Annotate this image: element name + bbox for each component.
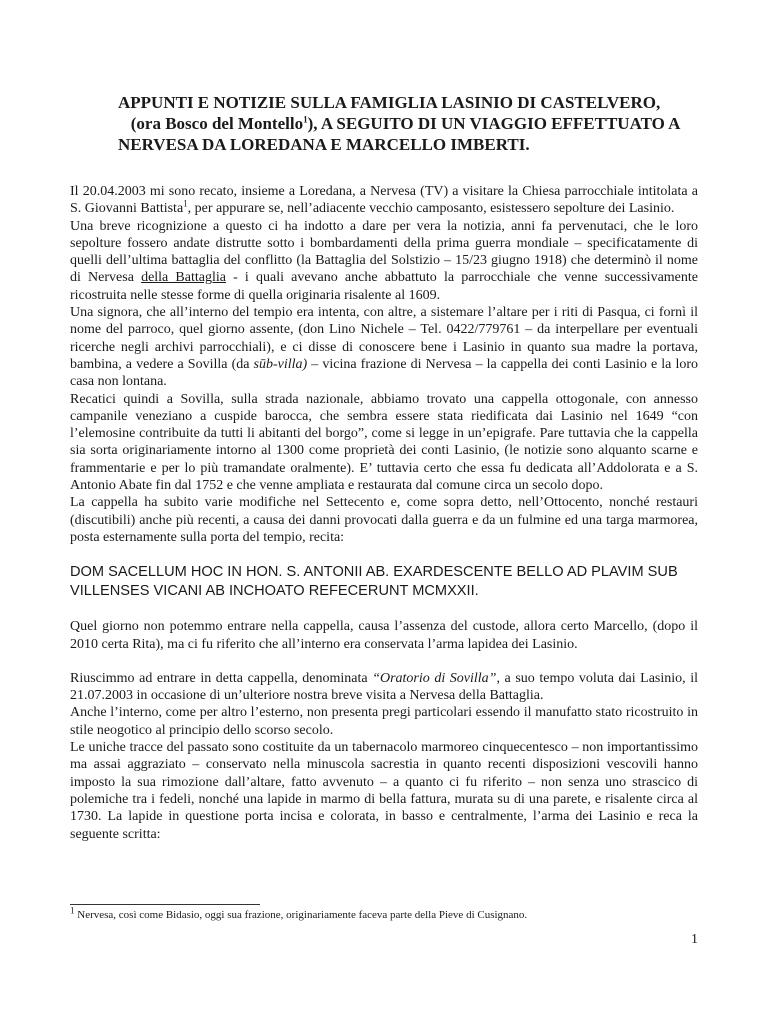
title-line-2 [118,113,681,134]
paragraph-1 [70,183,698,218]
paragraph-3 [70,304,698,390]
footnote-text: Nervesa, così come Bidasio, oggi sua frazione, originariamente faceva parte della Pieve di Cusignano. [74,909,528,921]
paragraph-7-text-b: , a suo tempo voluta dai Lasinio, il 21.07.2003 in occasione di un’ulteriore nostra breve visita a Nervesa della Battaglia. [70,670,698,704]
document-title [118,92,681,155]
paragraph-4: Recatici quindi a Sovilla, sulla strada nazionale, abbiamo trovato una cappella ottogonale, con annesso campanile veneziano a cuspide barocca, che sembra essere stata riedificata dai Lasinio nel 1649 “con l’elemosine contribuite da tutti li abitanti del borgo”, come si legge in un’epigrafe. Pare tuttavia che la cappella sia sorta originariamente intorno al 1300 come proprietà dei conti Lasinio, (le notizie sono alquanto scarne e frammentarie e per lo più tramandate oralmente). E’ tuttavia certo che essa fu dedicata all’Addolorata e a S. Antonio Abate fin dal 1752 e che venne ampliata e restaurata dal comune circa un secolo dopo. [70,391,698,494]
paragraph-3-text-a: Una signora, che all’interno del tempio era intenta, con altre, a sistemare l’altare per i riti di Pasqua, ci fornì il nome del parroco, quel giorno assente, (don Lino Nichele – Tel. 0422/779761 – da interpellare per eventuali ricerche negli archivi parrocchiali), e ci disse di conoscere bene i Lasinio in quanto sua madre la portava, bambina, a vedere a Sovilla (da [70,305,698,372]
italic-phrase: sūb-villa) [253,356,308,372]
title-line-3 [118,134,678,155]
paragraph-3-text-b: – vicina frazione di Nervesa – la cappella dei conti Lasinio e la loro casa non lontana. [70,356,699,390]
paragraph-2-text-a: Una breve ricognizione a questo ci ha indotto a dare per vera la notizia, anni fa pervenutaci, che le loro sepolture fossero andate distrutte sotto i bombardamenti della prima guerra mondiale – specificatamente di quelli dell’ultima battaglia del conflitto (la Battaglia del Solstizio – 15/23 giugno 1918) che determinò il nome di Nervesa [70,218,698,286]
title-line-3-text: NERVESA DA LOREDANA E MARCELLO IMBERTI. [118,135,530,154]
paragraph-9: Le uniche tracce del passato sono costituite da un tabernacolo marmoreo cinquecentesco – non importantissimo ma assai aggraziato – conservato nella minuscola sacrestia in quanto recenti disposizioni vescovili hanno imposto la sua rimozione dall’altare, fatto avvenuto – a quanto ci fu riferito – non senza uno strascico di polemiche tra i fedeli, nonché una lapide in marmo di bella fattura, murata su di una parete, e risalente circa al 1730. La lapide in questione porta incisa e colorata, in basso e centralmente, l’arma dei Lasinio e reca la seguente scritta: [70,740,698,842]
paragraph-7-text-a: Riuscimmo ad entrare in detta cappella, denominata [70,670,373,686]
paragraph-6: Quel giorno non potemmo entrare nella cappella, causa l’assenza del custode, allora certo Marcello, (dopo il 2010 certa Rita), ma ci fu riferito che all’interno era conservata l’arma lapidea dei Lasinio. [70,619,698,652]
spacer [70,546,698,563]
footnote-separator [70,904,260,905]
title-line-1 [118,92,678,113]
footnote-ref: 1 [303,114,308,125]
paragraph-2-text-b: - i quali avevano anche abbattuto la parrocchiale che venne successivamente ricostruita nelle stesse forme di quella originaria risalente al 1609. [70,270,698,303]
title-line-1-text: APPUNTI E NOTIZIE SULLA FAMIGLIA LASINIO DI CASTELVERO, [118,93,661,112]
footnote [70,905,698,922]
paragraph-1-text-a: Il 20.04.2003 mi sono recato, insieme a Loredana, a Nervesa (TV) a visitare la Chiesa parrocchiale intitolata a S. Giovanni Battista [70,184,698,217]
page-number: 1 [691,932,698,947]
spacer [70,601,698,618]
title-line-2-text-a: (ora Bosco del Montello [130,114,304,133]
paragraph-7 [70,670,698,705]
inscription-text: DOM SACELLUM HOC IN HON. S. ANTONII AB. EXARDESCENTE BELLO AD PLAVIM SUB VILLENSES VICANI AB INCHOATO REFECERUNT MCMXXII. [70,564,678,600]
spacer [70,653,698,670]
paragraph-2 [70,218,698,304]
paragraph-8: Anche l’interno, come per altro l’esterno, non presenta pregi particolari essendo il manufatto stato ricostruito in stile neogotico al principio dello scorso secolo. [70,705,698,738]
document-body [70,183,698,843]
title-line-2-text-b: ), A SEGUITO DI UN VIAGGIO EFFETTUATO A [307,114,681,133]
footnote-ref: 1 [183,198,188,209]
paragraph-1-text-b: , per appurare se, nell’adiacente vecchio camposanto, esistessero sepolture dei Lasinio. [187,201,675,217]
paragraph-5: La cappella ha subito varie modifiche nel Settecento e, come sopra detto, nell’Ottocento, nonché restauri (discutibili) anche più recenti, a causa dei danni provocati dalla guerra e da un fulmine ed una targa marmorea, posta esternamente sulla porta del tempio, recita: [70,495,698,545]
underlined-phrase: della Battaglia [141,270,226,286]
italic-phrase: “Oratorio di Sovilla” [372,670,497,686]
footnote-mark: 1 [70,905,75,916]
